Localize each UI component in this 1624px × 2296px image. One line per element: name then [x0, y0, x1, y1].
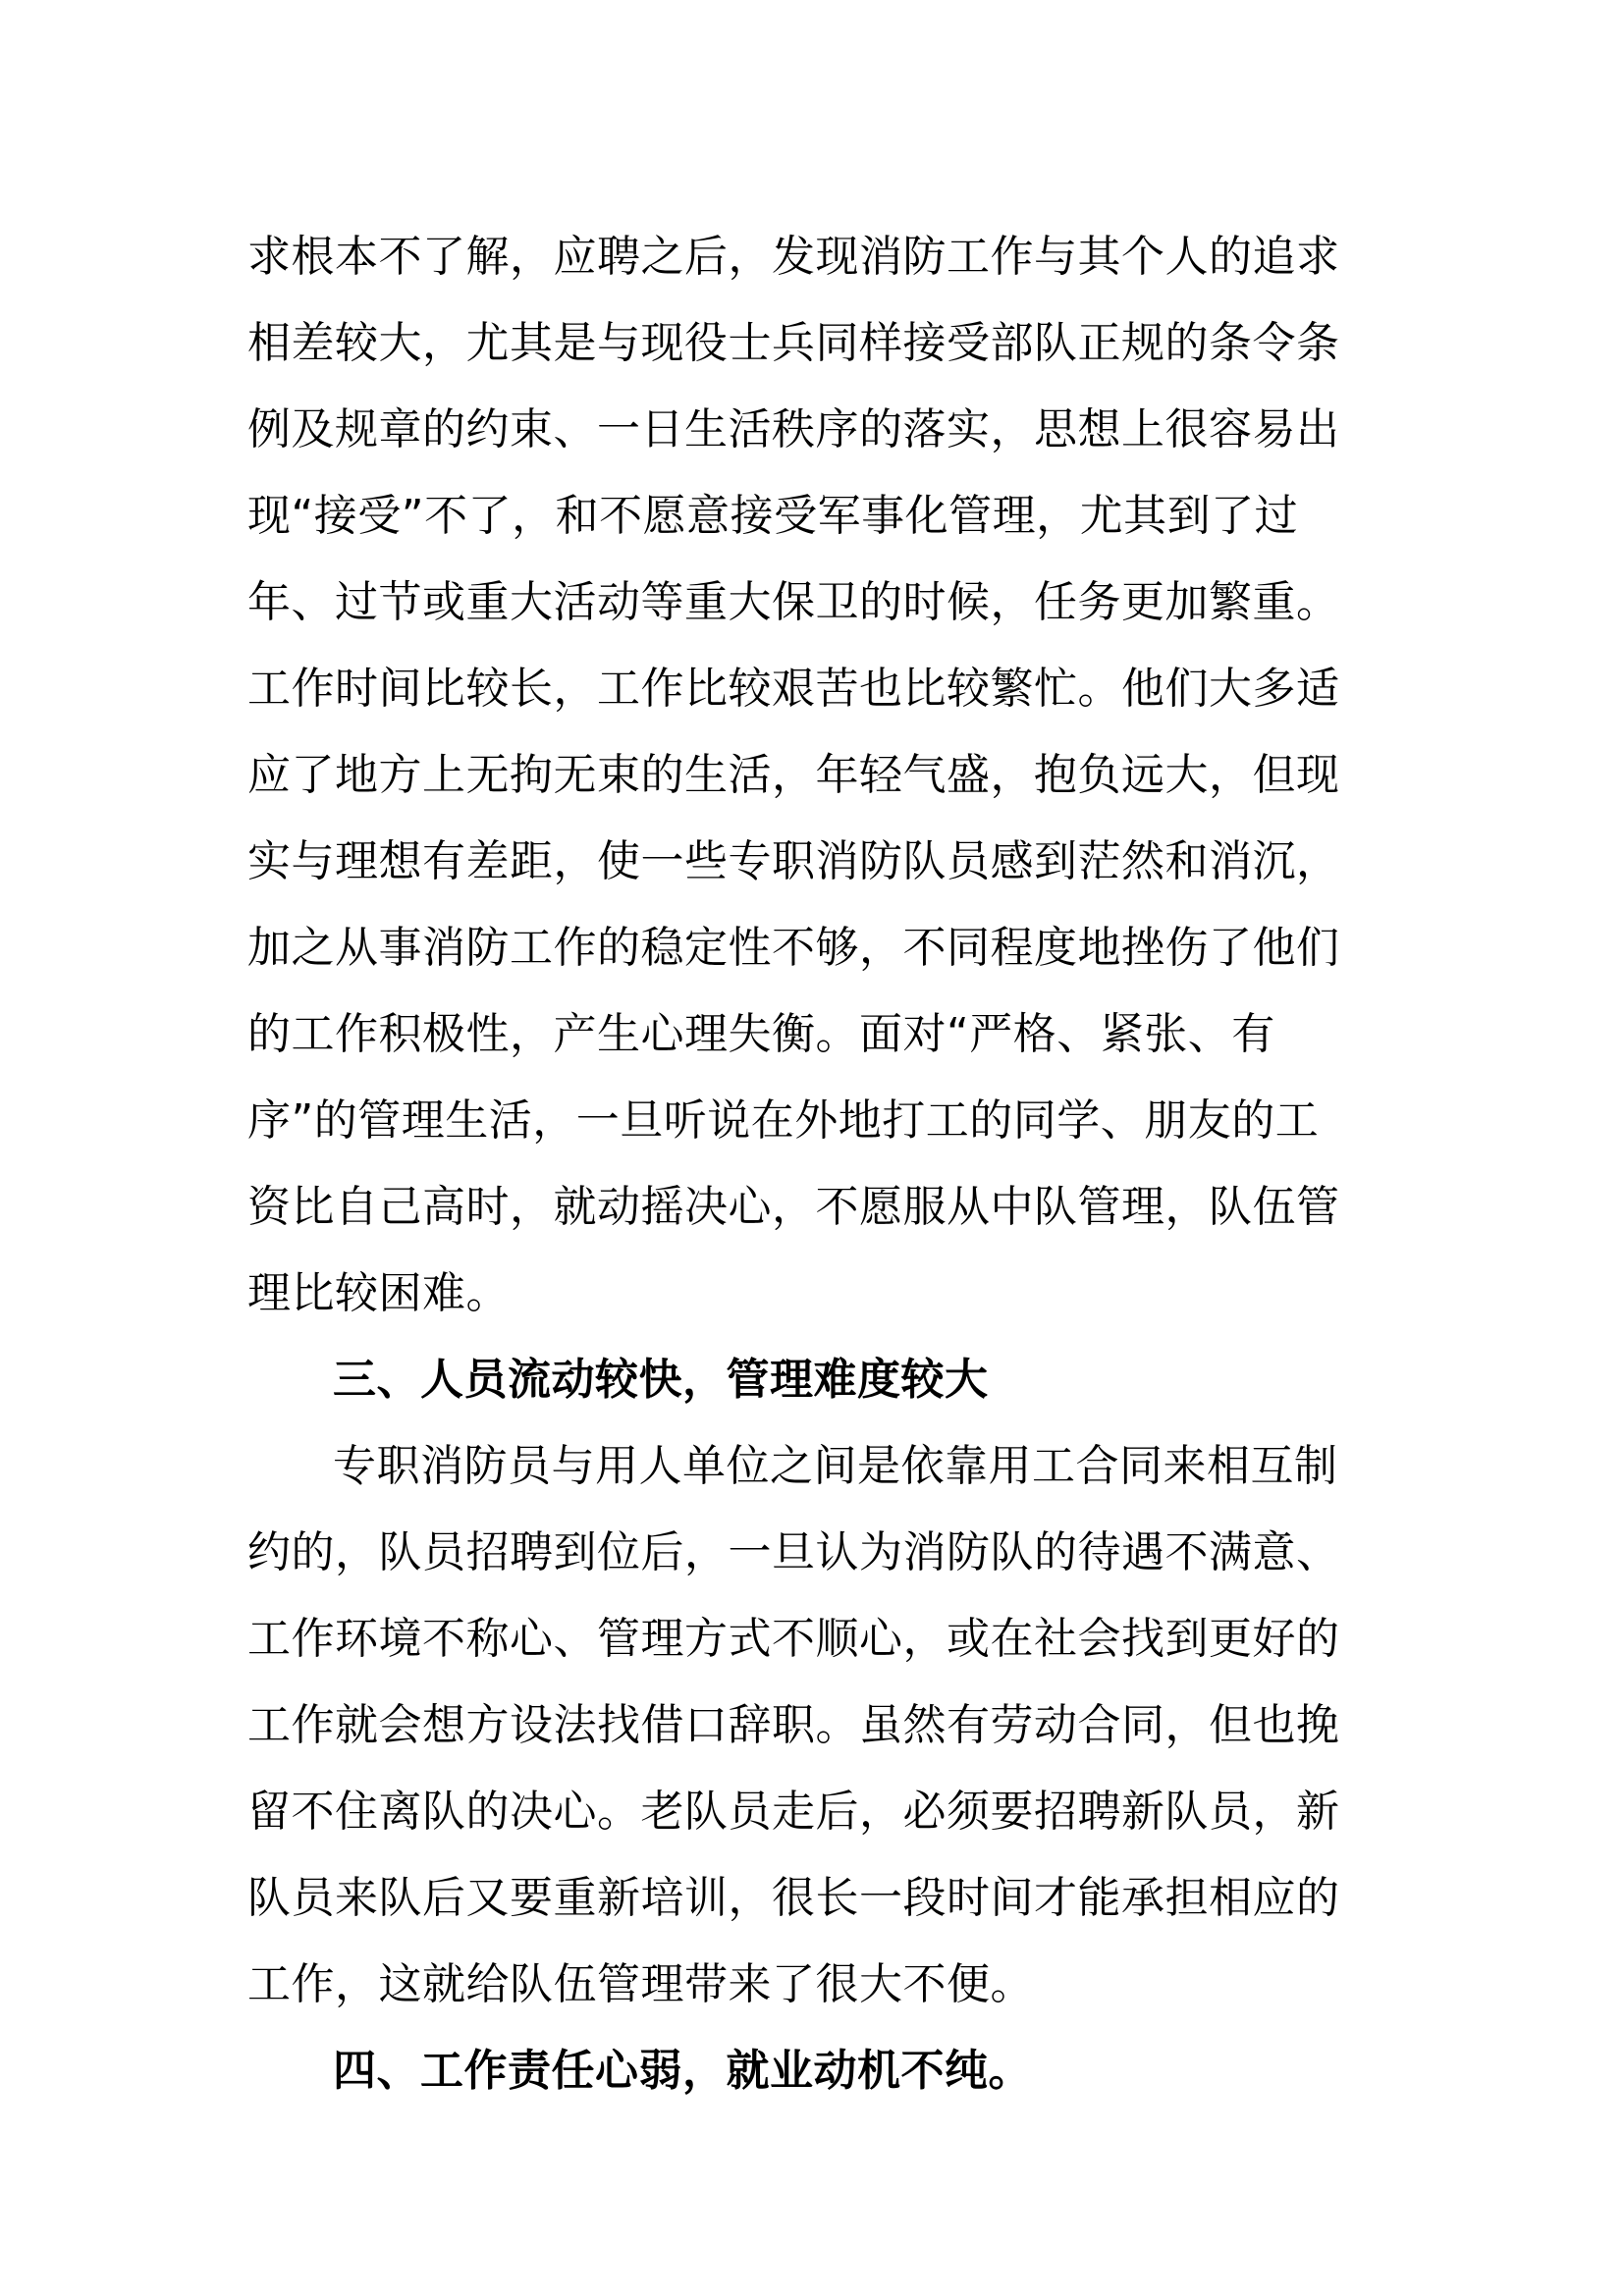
paragraph-1-line-10: 的工作积极性，产生心理失衡。面对“严格、紧张、有: [247, 1009, 1275, 1059]
paragraph-1-line-2: 相差较大，尤其是与现役士兵同样接受部队正规的条令条: [247, 318, 1340, 368]
paragraph-1-line-5: 年、过节或重大活动等重大保卫的时候，任务更加繁重。: [247, 577, 1340, 627]
paragraph-1-line-1: 求根本不了解，应聘之后，发现消防工作与其个人的追求: [247, 232, 1340, 282]
paragraph-2-line-2: 约的，队员招聘到位后，一旦认为消防队的待遇不满意、: [247, 1527, 1340, 1577]
paragraph-2-line-7: 工作，这就给队伍管理带来了很大不便。: [247, 1959, 1034, 2009]
section-heading-3: 三、人员流动较快，管理难度较大: [333, 1355, 989, 1405]
paragraph-1-line-11: 序”的管理生活，一旦听说在外地打工的同学、朋友的工: [247, 1095, 1320, 1146]
paragraph-1-line-7: 应了地方上无拘无束的生活，年轻气盛，抱负远大，但现: [247, 750, 1340, 800]
paragraph-1-line-12: 资比自己高时，就动摇决心，不愿服从中队管理，队伍管: [247, 1182, 1340, 1232]
paragraph-1-line-9: 加之从事消防工作的稳定性不够，不同程度地挫伤了他们: [247, 923, 1340, 973]
paragraph-2-line-1: 专职消防员与用人单位之间是依靠用工合同来相互制: [333, 1441, 1338, 1491]
section-heading-4: 四、工作责任心弱，就业动机不纯。: [333, 2046, 1032, 2096]
paragraph-1-line-3: 例及规章的约束、一日生活秩序的落实，思想上很容易出: [247, 404, 1340, 454]
paragraph-1-line-6: 工作时间比较长，工作比较艰苦也比较繁忙。他们大多适: [247, 664, 1340, 714]
paragraph-2-line-5: 留不住离队的决心。老队员走后，必须要招聘新队员，新: [247, 1787, 1340, 1837]
paragraph-1-line-13: 理比较困难。: [247, 1268, 510, 1318]
paragraph-2-line-6: 队员来队后又要重新培训，很长一段时间才能承担相应的: [247, 1873, 1340, 1923]
paragraph-2-line-3: 工作环境不称心、管理方式不顺心，或在社会找到更好的: [247, 1614, 1340, 1664]
paragraph-2-line-4: 工作就会想方设法找借口辞职。虽然有劳动合同，但也挽: [247, 1700, 1340, 1750]
paragraph-1-line-4: 现“接受”不了，和不愿意接受军事化管理，尤其到了过: [247, 491, 1299, 541]
paragraph-1-line-8: 实与理想有差距，使一些专职消防队员感到茫然和消沉，: [247, 836, 1340, 886]
